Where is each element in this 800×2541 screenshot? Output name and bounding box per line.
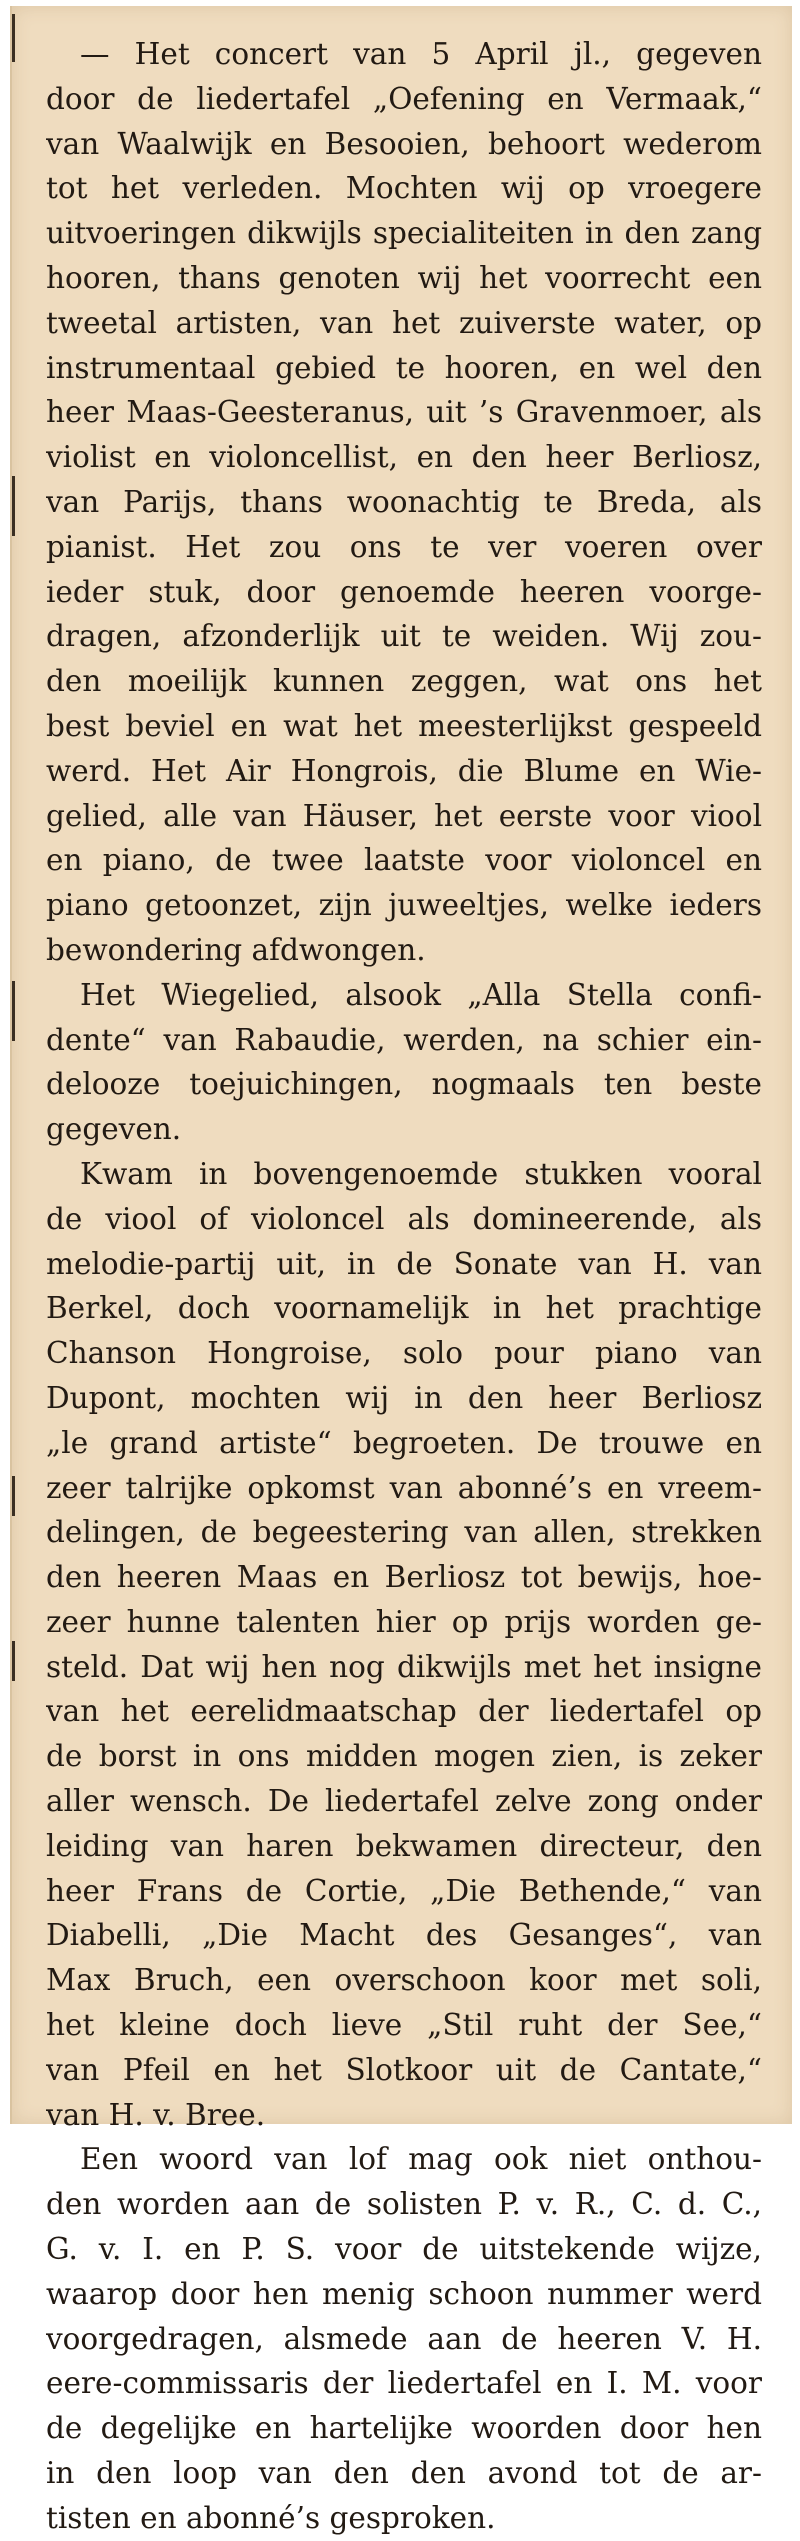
article-line: uitvoeringen dikwijls specialiteiten in den zang — [46, 216, 762, 251]
article-line: delooze toejuichingen, nogmaals ten beste — [46, 1067, 762, 1102]
article-line: en piano, de twee laatste voor violoncel en — [46, 843, 762, 878]
article-line: de viool of violoncel als domineerende, als — [46, 1201, 762, 1236]
article-line: heer Maas-Geesteranus, uit ’s Gravenmoer, als — [46, 395, 762, 430]
article-line: melodie-partij uit, in de Sonate van H. van — [46, 1246, 762, 1281]
article-line: Berkel, doch voornamelijk in het prachtige — [46, 1291, 762, 1326]
article-line: voorgedragen, alsmede aan de heeren V. H. — [46, 2321, 762, 2356]
article-line: tisten en abonné’s gesproken. — [46, 2500, 496, 2535]
article-line: Kwam in bovengenoemde stukken vooral — [80, 1156, 762, 1191]
article-line: tweetal artisten, van het zuiverste water, op — [46, 305, 762, 340]
article-line: Het Wiegelied, alsook „Alla Stella confi- — [80, 977, 762, 1012]
article-line: gelied, alle van Häuser, het eerste voor viool — [46, 798, 762, 833]
article-line: waarop door hen menig schoon nummer werd — [46, 2276, 762, 2311]
clipping-edge-mark — [12, 14, 15, 62]
article-line: aller wensch. De liedertafel zelve zong onder — [46, 1784, 762, 1819]
clipping-edge-mark — [12, 476, 15, 536]
article-line: delingen, de begeestering van allen, strekken — [46, 1515, 762, 1550]
article-line: dente“ van Rabaudie, werden, na schier ein- — [46, 1022, 762, 1057]
article-line: dragen, afzonderlijk uit te weiden. Wij zou- — [46, 619, 762, 654]
clipping-edge-mark — [12, 1476, 15, 1516]
article-paragraph — [46, 32, 762, 973]
article-line: — Het concert van 5 April jl., gegeven — [80, 37, 762, 71]
article-line: „le grand artiste“ begroeten. De trouwe en — [46, 1425, 762, 1460]
article-line: de degelijke en hartelijke woorden door hen — [46, 2411, 762, 2446]
article-line: hooren, thans genoten wij het voorrecht een — [46, 260, 762, 295]
article-line: van Waalwijk en Besooien, behoort wederom — [46, 126, 762, 161]
article-line: zeer hunne talenten hier op prijs worden ge- — [46, 1604, 762, 1639]
article-line: pianist. Het zou ons te ver voeren over — [46, 529, 762, 564]
article-column — [46, 32, 762, 2541]
article-line: van H. v. Bree. — [46, 2097, 266, 2132]
article-line: de borst in ons midden mogen zien, is zeker — [46, 1739, 762, 1774]
article-line: tot het verleden. Mochten wij op vroegere — [46, 171, 762, 206]
article-paragraph — [46, 2137, 762, 2540]
article-line: instrumentaal gebied te hooren, en wel den — [46, 350, 762, 385]
article-line: Een woord van lof mag ook niet onthou- — [80, 2142, 762, 2177]
article-line: den moeilijk kunnen zeggen, wat ons het — [46, 664, 762, 699]
article-line: van Pfeil en het Slotkoor uit de Cantate,“ — [46, 2052, 762, 2087]
article-line: gegeven. — [46, 1112, 182, 1147]
article-line: het kleine doch lieve „Stil ruht der See,“ — [46, 2008, 762, 2043]
article-line: bewondering afdwongen. — [46, 932, 426, 967]
article-line: best beviel en wat het meesterlijkst gespeeld — [46, 708, 762, 743]
article-line: leiding van haren bekwamen directeur, den — [46, 1828, 762, 1863]
article-line: zeer talrijke opkomst van abonné’s en vreem- — [46, 1470, 762, 1505]
article-line: door de liedertafel „Oefening en Vermaak,“ — [46, 81, 762, 116]
article-line: piano getoonzet, zijn juweeltjes, welke ieders — [46, 888, 762, 923]
article-line: G. v. I. en P. S. voor de uitstekende wijze, — [46, 2232, 762, 2267]
article-line: steld. Dat wij hen nog dikwijls met het insigne — [46, 1649, 762, 1684]
article-line: den worden aan de solisten P. v. R., C. d. C., — [46, 2187, 762, 2222]
article-line: den heeren Maas en Berliosz tot bewijs, hoe- — [46, 1560, 762, 1595]
article-line: Chanson Hongroise, solo pour piano van — [46, 1336, 762, 1371]
article-line: werd. Het Air Hongrois, die Blume en Wie- — [46, 753, 762, 788]
clipping-edge-mark — [12, 1641, 15, 1681]
article-line: ieder stuk, door genoemde heeren voorge- — [46, 574, 762, 609]
article-line: van het eerelidmaatschap der liedertafel op — [46, 1694, 762, 1729]
article-line: heer Frans de Cortie, „Die Bethende,“ van — [46, 1873, 762, 1908]
article-line: Max Bruch, een overschoon koor met soli, — [46, 1963, 762, 1998]
article-paragraph — [46, 1152, 762, 2138]
newspaper-clipping — [10, 6, 792, 2535]
article-line: violist en violoncellist, en den heer Berliosz, — [46, 440, 762, 475]
article-line: in den loop van den den avond tot de ar- — [46, 2456, 762, 2491]
article-paragraph — [46, 973, 762, 1152]
article-line: van Parijs, thans woonachtig te Breda, als — [46, 484, 762, 519]
article-line: eere-commissaris der liedertafel en I. M. voor — [46, 2366, 762, 2401]
article-line: Diabelli, „Die Macht des Gesanges“, van — [46, 1918, 762, 1953]
clipping-edge-mark — [12, 981, 15, 1041]
article-line: Dupont, mochten wij in den heer Berliosz — [46, 1380, 762, 1415]
